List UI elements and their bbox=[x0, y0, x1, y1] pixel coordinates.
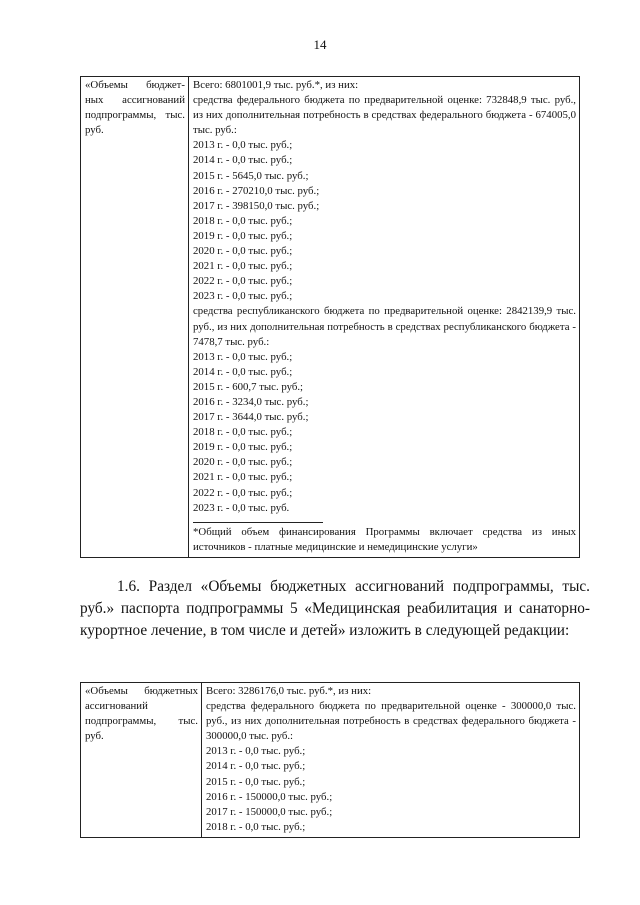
year-allocation-line: 2014 г. - 0,0 тыс. руб.; bbox=[193, 154, 293, 167]
table2-federal-intro: средства федерального бюджета по предварительной оценке - 300000,0 тыс. руб., из них дополнительная потребность в средствах федерального бюджета - 300000,0 тыс. руб.: bbox=[206, 700, 576, 743]
year-allocation-line: 2015 г. - 600,7 тыс. руб.; bbox=[193, 380, 304, 393]
year-allocation-line: 2022 г. - 0,0 тыс. руб.; bbox=[193, 486, 293, 499]
year-allocation-line: 2013 г. - 0,0 тыс. руб.; bbox=[193, 139, 293, 152]
year-allocation-line: 2016 г. - 270210,0 тыс. руб.; bbox=[193, 184, 320, 197]
budget-table-subprogram-4 bbox=[80, 76, 580, 558]
year-allocation-line: 2015 г. - 5645,0 тыс. руб.; bbox=[193, 169, 309, 182]
year-allocation-line: 2023 г. - 0,0 тыс. руб.; bbox=[193, 290, 293, 303]
year-allocation-line: 2018 г. - 0,0 тыс. руб.; bbox=[193, 214, 293, 227]
table2-content-cell bbox=[202, 683, 580, 838]
table2-total: Всего: 3286176,0 тыс. руб.*, из них: bbox=[206, 685, 372, 697]
year-allocation-line: 2021 г. - 0,0 тыс. руб.; bbox=[193, 260, 293, 273]
year-allocation-line: 2013 г. - 0,0 тыс. руб.; bbox=[193, 350, 293, 363]
year-allocation-line: 2020 г. - 0,0 тыс. руб.; bbox=[193, 245, 293, 258]
table1-total: Всего: 6801001,9 тыс. руб.*, из них: bbox=[193, 79, 359, 91]
year-allocation-line: 2018 г. - 0,0 тыс. руб.; bbox=[193, 426, 293, 439]
year-allocation-line: 2018 г. - 0,0 тыс. руб.; bbox=[206, 820, 306, 833]
year-allocation-line: 2017 г. - 3644,0 тыс. руб.; bbox=[193, 411, 309, 424]
year-allocation-line: 2021 г. - 0,0 тыс. руб.; bbox=[193, 471, 293, 484]
table2-federal-years bbox=[206, 744, 576, 835]
year-allocation-line: 2016 г. - 3234,0 тыс. руб.; bbox=[193, 395, 309, 408]
table1-federal-intro: средства федерального бюджета по предварительной оценке: 732848,9 тыс. руб., из них дополнительная потребность в средствах федерального бюджета - 674005,0 тыс. руб.: bbox=[193, 94, 576, 137]
year-allocation-line: 2022 г. - 0,0 тыс. руб.; bbox=[193, 275, 293, 288]
year-allocation-line: 2014 г. - 0,0 тыс. руб.; bbox=[193, 365, 293, 378]
budget-table-subprogram-5 bbox=[80, 682, 580, 838]
year-allocation-line: 2023 г. - 0,0 тыс. руб. bbox=[193, 501, 290, 514]
year-allocation-line: 2016 г. - 150000,0 тыс. руб.; bbox=[206, 790, 333, 803]
year-allocation-line: 2015 г. - 0,0 тыс. руб.; bbox=[206, 775, 306, 788]
table2-label-cell: «Объемы бюджетных ассигнований подпрограммы, тыс. руб. bbox=[81, 683, 202, 838]
year-allocation-line: 2017 г. - 398150,0 тыс. руб.; bbox=[193, 199, 320, 212]
table1-republic-years bbox=[193, 350, 576, 516]
year-allocation-line: 2013 г. - 0,0 тыс. руб.; bbox=[206, 745, 306, 758]
table1-label-cell: «Объемы бюджет-ных ассигнований подпрограммы, тыс. руб. bbox=[81, 77, 189, 558]
year-allocation-line: 2019 г. - 0,0 тыс. руб.; bbox=[193, 441, 293, 454]
year-allocation-line: 2020 г. - 0,0 тыс. руб.; bbox=[193, 456, 293, 469]
section-paragraph: 1.6. Раздел «Объемы бюджетных ассигнований подпрограммы, тыс. руб.» паспорта подпрограммы 5 «Медицинская реабилитация и санаторно-курортное лечение, в том числе и детей» изложить в следующей редакции: bbox=[80, 578, 590, 640]
footnote-separator bbox=[193, 516, 323, 523]
table1-federal-years bbox=[193, 138, 576, 304]
page-number: 14 bbox=[313, 37, 327, 52]
table1-republic-intro: средства республиканского бюджета по предварительной оценке: 2842139,9 тыс. руб., из них дополнительная потребность в средствах республиканского бюджета - 7478,7 тыс. руб.: bbox=[193, 305, 576, 348]
table1-footnote: *Общий объем финансирования Программы включает средства из иных источников - платные медицинские и немедицинские услуги» bbox=[193, 525, 576, 553]
year-allocation-line: 2014 г. - 0,0 тыс. руб.; bbox=[206, 760, 306, 773]
year-allocation-line: 2019 г. - 0,0 тыс. руб.; bbox=[193, 229, 293, 242]
table1-content-cell bbox=[189, 77, 580, 558]
year-allocation-line: 2017 г. - 150000,0 тыс. руб.; bbox=[206, 805, 333, 818]
